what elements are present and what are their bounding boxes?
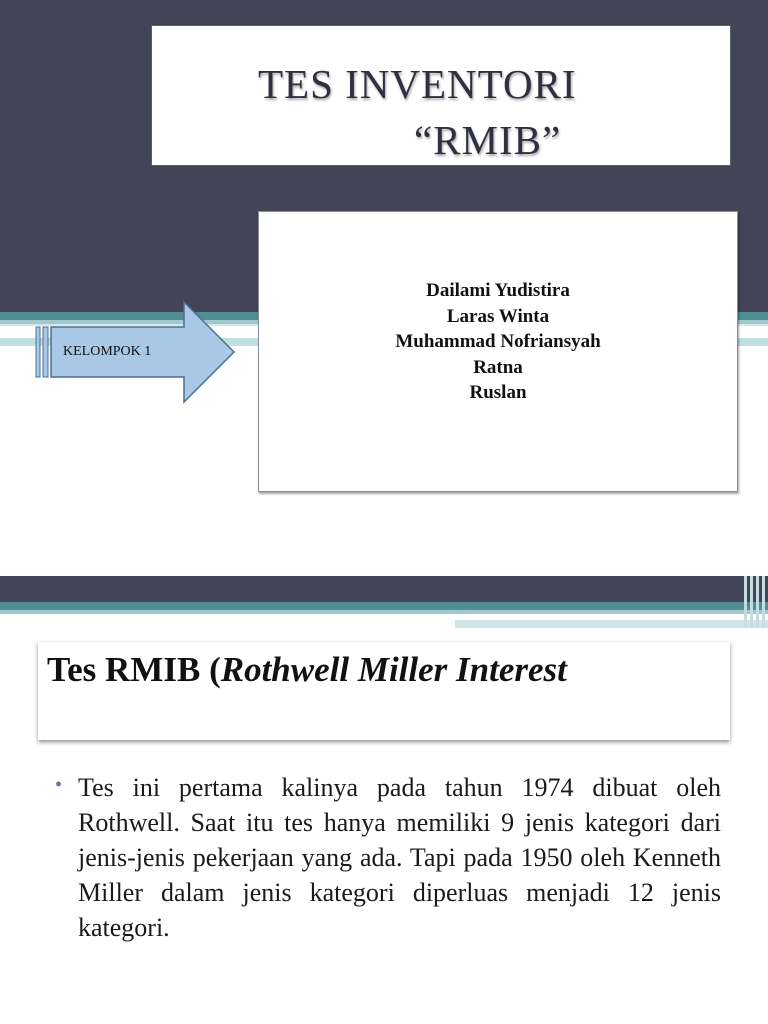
group-arrow <box>34 300 238 404</box>
group-label: KELOMPOK 1 <box>63 344 152 359</box>
decorative-bars <box>742 576 768 628</box>
heading-plain: Tes RMIB ( <box>47 650 221 689</box>
member-name: Dailami Yudistira <box>426 280 570 301</box>
slide-heading <box>47 648 607 692</box>
heading-box <box>38 642 730 740</box>
title-line-1: TES INVENTORI <box>258 61 577 107</box>
bullet-icon: • <box>55 774 63 796</box>
member-name: Ratna <box>473 356 523 378</box>
member-name: Laras Winta <box>446 305 550 327</box>
light-teal-stripe <box>0 610 768 614</box>
teal-stripe <box>0 602 768 610</box>
members-box <box>258 211 738 492</box>
pale-stripe <box>455 620 768 628</box>
header-dark-band <box>0 576 768 602</box>
body-paragraph: Tes ini pertama kalinya pada tahun 1974 dibuat oleh Rothwell. Saat itu tes hanya memiliki 9 jenis kategori dari jenis-jenis pekerjaan yang ada. Tapi pada 1950 oleh Kenneth Miller dalam jenis kategori diperluas menjadi 12 jenis kategori. <box>78 773 721 942</box>
member-name: Muhammad Nofriansyah <box>395 331 601 352</box>
heading-italic: Rothwell Miller Interest <box>220 650 567 689</box>
slide-content <box>0 576 768 1024</box>
member-name: Ruslan <box>469 382 527 403</box>
title-line-2: “RMIB” <box>414 117 562 163</box>
title-box <box>151 25 731 166</box>
members-list <box>259 278 737 406</box>
